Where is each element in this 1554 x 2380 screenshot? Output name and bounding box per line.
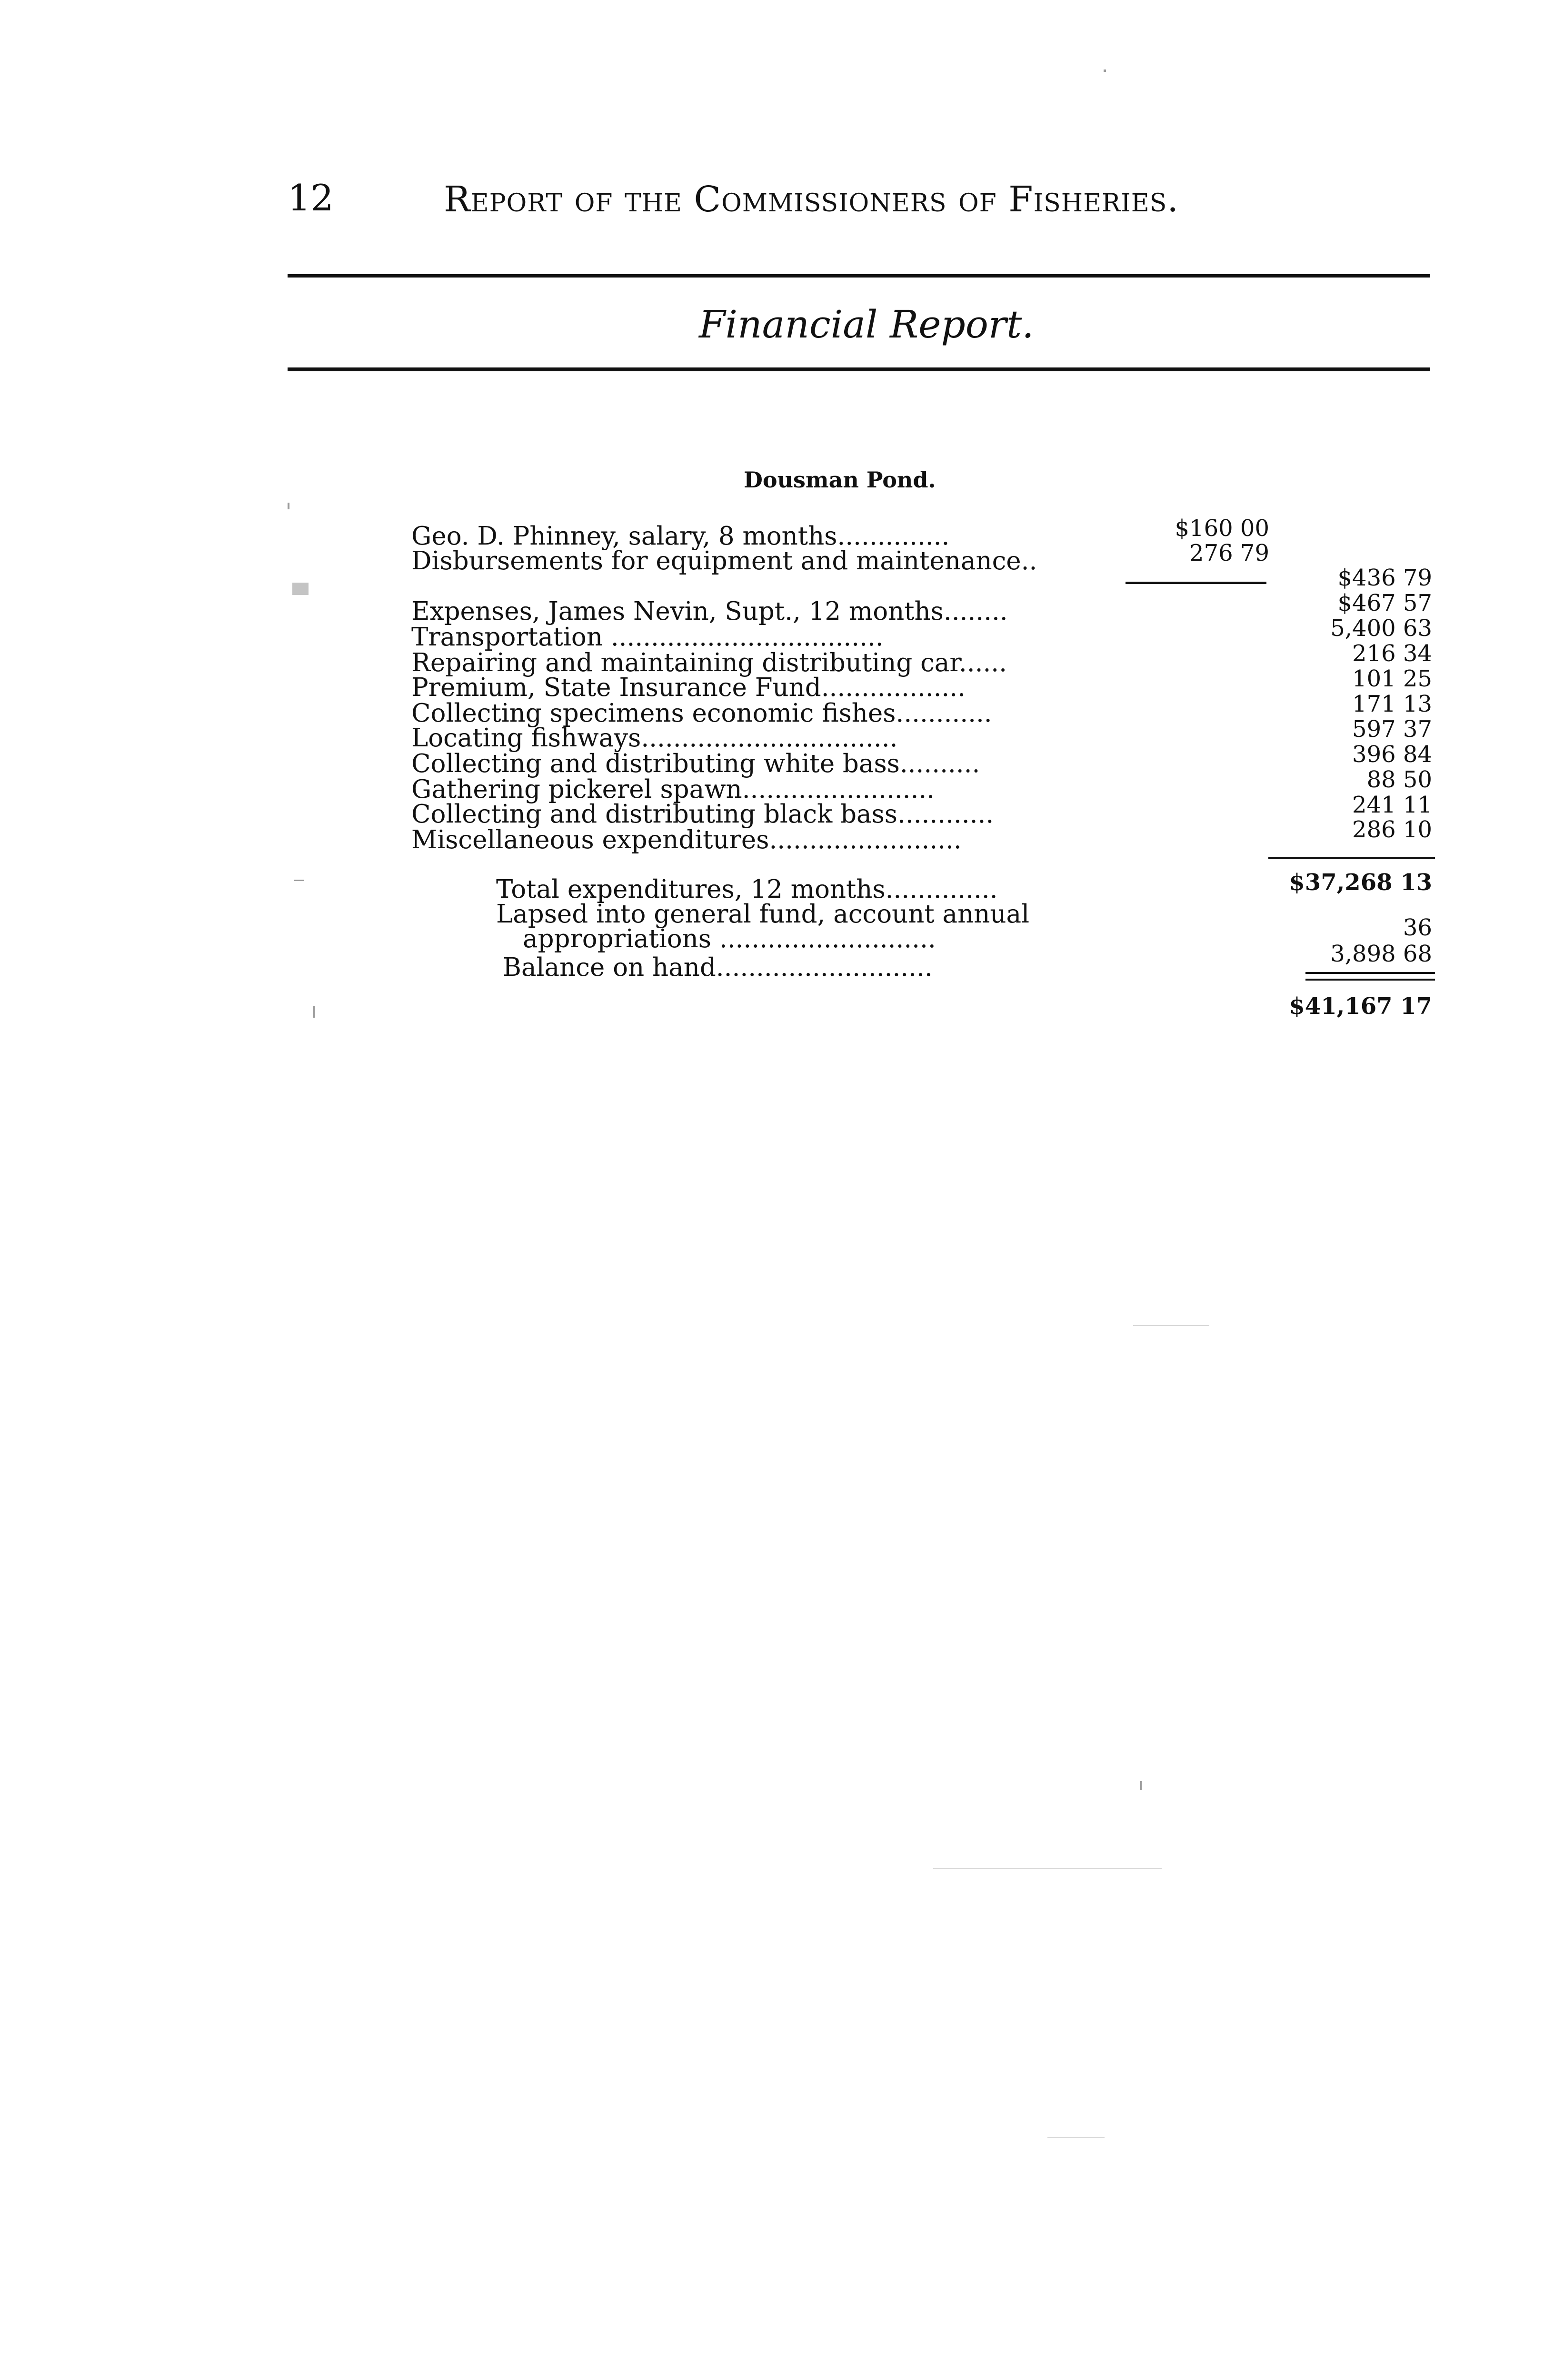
running-title: Report of the Commissioners of Fisheries. bbox=[444, 179, 1179, 220]
grand-total-amount: $41,167 17 bbox=[1289, 993, 1432, 1020]
line-item-amount: 276 79 bbox=[1189, 540, 1269, 566]
balance-amount: 3,898 68 bbox=[1330, 941, 1432, 967]
scan-speck bbox=[292, 583, 309, 595]
expense-label: Transportation .................................. bbox=[411, 623, 884, 652]
subsection-title: Dousman Pond. bbox=[744, 467, 936, 493]
expense-amount: $467 57 bbox=[1337, 590, 1432, 616]
expense-amount: 241 11 bbox=[1352, 792, 1432, 818]
subtotal-rule bbox=[1126, 582, 1266, 584]
bottom-rule bbox=[288, 367, 1430, 371]
expense-label: Gathering pickerel spawn........................ bbox=[411, 775, 935, 804]
balance-label: Balance on hand........................... bbox=[503, 953, 933, 982]
top-rule bbox=[288, 274, 1430, 278]
line-item-amount: $160 00 bbox=[1175, 515, 1269, 542]
section-title: Financial Report. bbox=[699, 302, 1034, 347]
expense-label: Collecting and distributing white bass.......... bbox=[411, 749, 980, 778]
double-rule bbox=[1305, 972, 1435, 981]
scan-speck bbox=[1104, 69, 1106, 72]
line-item-label: Disbursements for equipment and maintenance.. bbox=[411, 546, 1037, 575]
scan-speck bbox=[1133, 1325, 1209, 1326]
lapsed-amount: 36 bbox=[1403, 914, 1432, 941]
expense-label: Locating fishways................................ bbox=[411, 724, 898, 753]
lapsed-label-continued: appropriations ........................... bbox=[523, 924, 936, 953]
expense-amount: 286 10 bbox=[1352, 816, 1432, 843]
expense-label: Expenses, James Nevin, Supt., 12 months........ bbox=[411, 597, 1008, 626]
expense-label: Premium, State Insurance Fund.................. bbox=[411, 673, 966, 702]
expense-label: Collecting and distributing black bass............ bbox=[411, 800, 994, 829]
line-item-label: Geo. D. Phinney, salary, 8 months.............. bbox=[411, 522, 950, 551]
expense-label: Miscellaneous expenditures........................ bbox=[411, 825, 962, 854]
expense-label: Repairing and maintaining distributing car...... bbox=[411, 648, 1007, 677]
scan-speck bbox=[933, 1868, 1162, 1869]
scan-speck bbox=[313, 1006, 315, 1018]
page-number: 12 bbox=[288, 177, 334, 219]
total-expenditures-label: Total expenditures, 12 months.............. bbox=[496, 875, 998, 904]
total-rule bbox=[1268, 857, 1435, 859]
expense-amount: 101 25 bbox=[1352, 665, 1432, 692]
expense-amount: 216 34 bbox=[1352, 640, 1432, 667]
lapsed-label: Lapsed into general fund, account annual bbox=[496, 900, 1030, 929]
scan-speck bbox=[288, 503, 289, 509]
total-expenditures-amount: $37,268 13 bbox=[1289, 869, 1432, 896]
subtotal-amount: $436 79 bbox=[1337, 565, 1432, 591]
expense-amount: 5,400 63 bbox=[1330, 615, 1432, 642]
expense-amount: 171 13 bbox=[1352, 691, 1432, 717]
scan-speck bbox=[1140, 1781, 1142, 1790]
expense-label: Collecting specimens economic fishes............ bbox=[411, 699, 992, 728]
expense-amount: 88 50 bbox=[1366, 766, 1432, 793]
expense-amount: 396 84 bbox=[1352, 741, 1432, 768]
scan-speck bbox=[1047, 2137, 1105, 2138]
expense-amount: 597 37 bbox=[1352, 716, 1432, 743]
scan-speck bbox=[294, 880, 304, 881]
